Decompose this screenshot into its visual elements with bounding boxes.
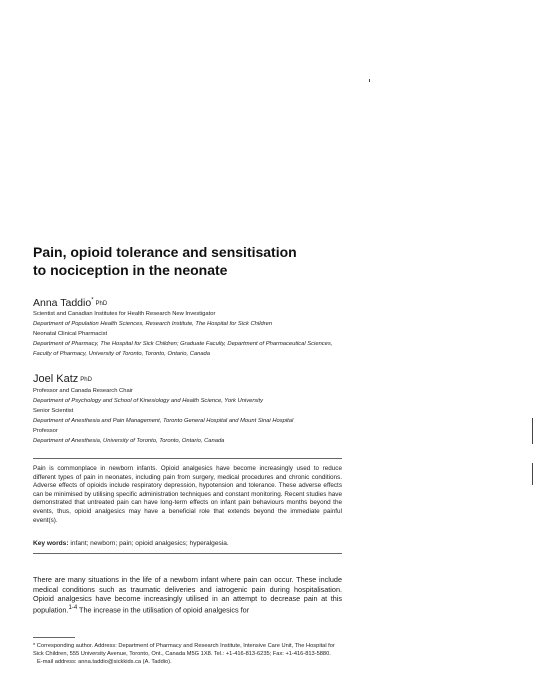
author-name	[33, 297, 107, 309]
abstract-bottom-rule	[33, 553, 342, 554]
title-line: to nociception in the neonate	[33, 262, 228, 278]
author-name-text: Anna Taddio	[33, 297, 92, 309]
body-text	[33, 575, 342, 615]
keywords-list: infant; newborn; pain; opioid analgesics; hyperalgesia.	[70, 540, 229, 547]
title-line: Pain, opioid tolerance and sensitisation	[33, 244, 297, 260]
affiliation-line: Department of Anesthesia and Pain Management, Toronto General Hospital and Mount Sinai Hospital	[33, 417, 294, 424]
email-address: E-mail address: anna.taddio@sickkids.ca (A. Taddio).	[37, 659, 172, 666]
affiliation-line: Department of Psychology and School of Kinesiology and Health Science, York University	[33, 397, 263, 404]
keywords-label: Key words:	[33, 540, 69, 547]
author-name-text: Joel Katz	[33, 373, 79, 385]
affiliation-line: Professor and Canada Research Chair	[33, 388, 133, 394]
author-degree: PhD	[80, 377, 92, 383]
affiliation-line: Department of Anesthesia, University of Toronto, Toronto, Ontario, Canada	[33, 437, 225, 444]
citation-ref: 1-4	[68, 604, 78, 611]
author-degree: PhD	[95, 301, 108, 307]
author-name	[33, 373, 92, 385]
abstract-top-rule	[33, 458, 342, 459]
affiliation-line: Senior Scientist	[33, 407, 74, 414]
affiliation-line: Department of Population Health Sciences, Research Institute, The Hospital for Sick Children	[33, 320, 273, 327]
abstract: Pain is commonplace in newborn infants. Opioid analgesics have become increasingly used to reduce different types of pain in neonates, including pain from surgery, medical procedures and chronic conditions. Adverse effects of opioids include respiratory depression, hypotension and tolerance. These adverse effects can be minimised by utilising specific administration techniques and constant monitoring. Recent studies have demonstrated that untreated pain can have long-term effects on infant pain behaviours months beyond the events, thus, opioid analgesics may have a beneficial role that extends beyond the immediate painful event(s).	[33, 465, 342, 524]
body-paragraph: There are many situations in the life of a newborn infant where pain can occur. These include medical conditions such as traumatic deliveries and iatrogenic pain during hospitalisation. Opioid analgesics have become increasingly utilised in an attempt to decrease pain at this population.	[33, 575, 342, 615]
affiliation-line: Scientist and Canadian Institutes for Health Research New Investigator	[33, 311, 216, 317]
footnote	[33, 642, 342, 666]
keywords	[33, 540, 342, 547]
article-title	[33, 243, 433, 279]
page-mark	[369, 79, 370, 82]
affiliation-line: Neonatal Clinical Pharmacist	[33, 330, 108, 337]
body-paragraph-tail: The increase in the utilisation of opioid analgesics for	[77, 605, 250, 615]
footnote-rule	[33, 637, 75, 638]
affiliation-line: Professor	[33, 427, 58, 434]
affiliation-line: Department of Pharmacy, The Hospital for Sick Children; Graduate Faculty, Department of Pharmaceutical Sciences,	[33, 340, 333, 347]
corresponding-marker: *	[91, 297, 94, 304]
author-affiliations	[33, 310, 513, 360]
author-affiliations	[33, 387, 513, 446]
correspondence-note: * Corresponding author. Address: Department of Pharmacy and Research Institute, Intensive Care Unit, The Hospital for Sick Children, 555 University Avenue, Toronto, Ont., Canada M5G 1X8. Tel.: +1-416-813-6235; Fax: +1-416-813-5880.	[33, 643, 335, 658]
affiliation-line: Faculty of Pharmacy, University of Toronto, Toronto, Ontario, Canada	[33, 350, 210, 357]
edge-mark	[532, 463, 533, 485]
edge-mark	[532, 418, 533, 444]
